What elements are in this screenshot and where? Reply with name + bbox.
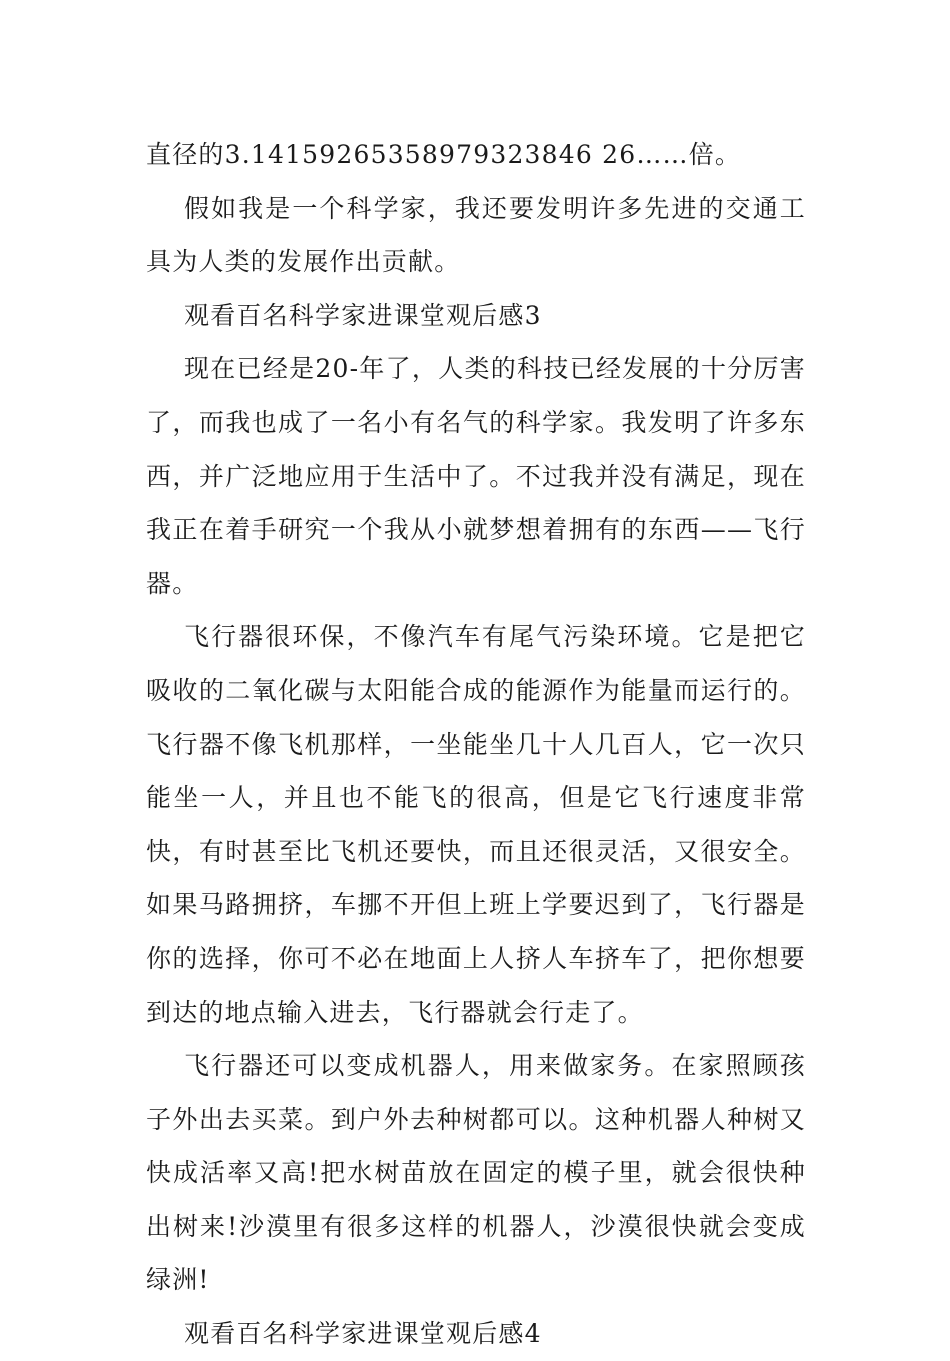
paragraph-scientist-invention: 假如我是一个科学家，我还要发明许多先进的交通工具为人类的发展作出贡献。 — [146, 193, 806, 277]
section-heading-4: 观看百名科学家进课堂观后感4 — [184, 1319, 542, 1349]
section-heading-3: 观看百名科学家进课堂观后感3 — [184, 300, 542, 330]
document-body — [146, 128, 806, 1361]
paragraph-aircraft-intro: 现在已经是20-年了，人类的科技已经发展的十分厉害了，而我也成了一名小有名气的科学家。我发明了许多东西，并广泛地应用于生活中了。不过我并没有满足，现在我正在着手研究一个我从小就梦想着拥有的东西——飞行器。 — [146, 354, 806, 598]
paragraph-aircraft-features: 飞行器很环保，不像汽车有尾气污染环境。它是把它吸收的二氧化碳与太阳能合成的能源作为能量而运行的。飞行器不像飞机那样，一坐能坐几十人几百人，它一次只能坐一人，并且也不能飞的很高，但是它飞行速度非常快，有时甚至比飞机还要快，而且还很灵活，又很安全。如果马路拥挤，车挪不开但上班上学要迟到了，飞行器是你的选择，你可不必在地面上人挤人车挤车了，把你想要到达的地点输入进去，飞行器就会行走了。 — [146, 622, 806, 1027]
paragraph-pi-continuation: 直径的3.14159265358979323846 26……倍。 — [146, 140, 742, 169]
paragraph-aircraft-robot: 飞行器还可以变成机器人，用来做家务。在家照顾孩子外出去买菜。到户外去种树都可以。这种机器人种树又快成活率又高!把水树苗放在固定的模子里，就会很快种出树来!沙漠里有很多这样的机器人，沙漠很快就会变成绿洲! — [146, 1051, 806, 1295]
